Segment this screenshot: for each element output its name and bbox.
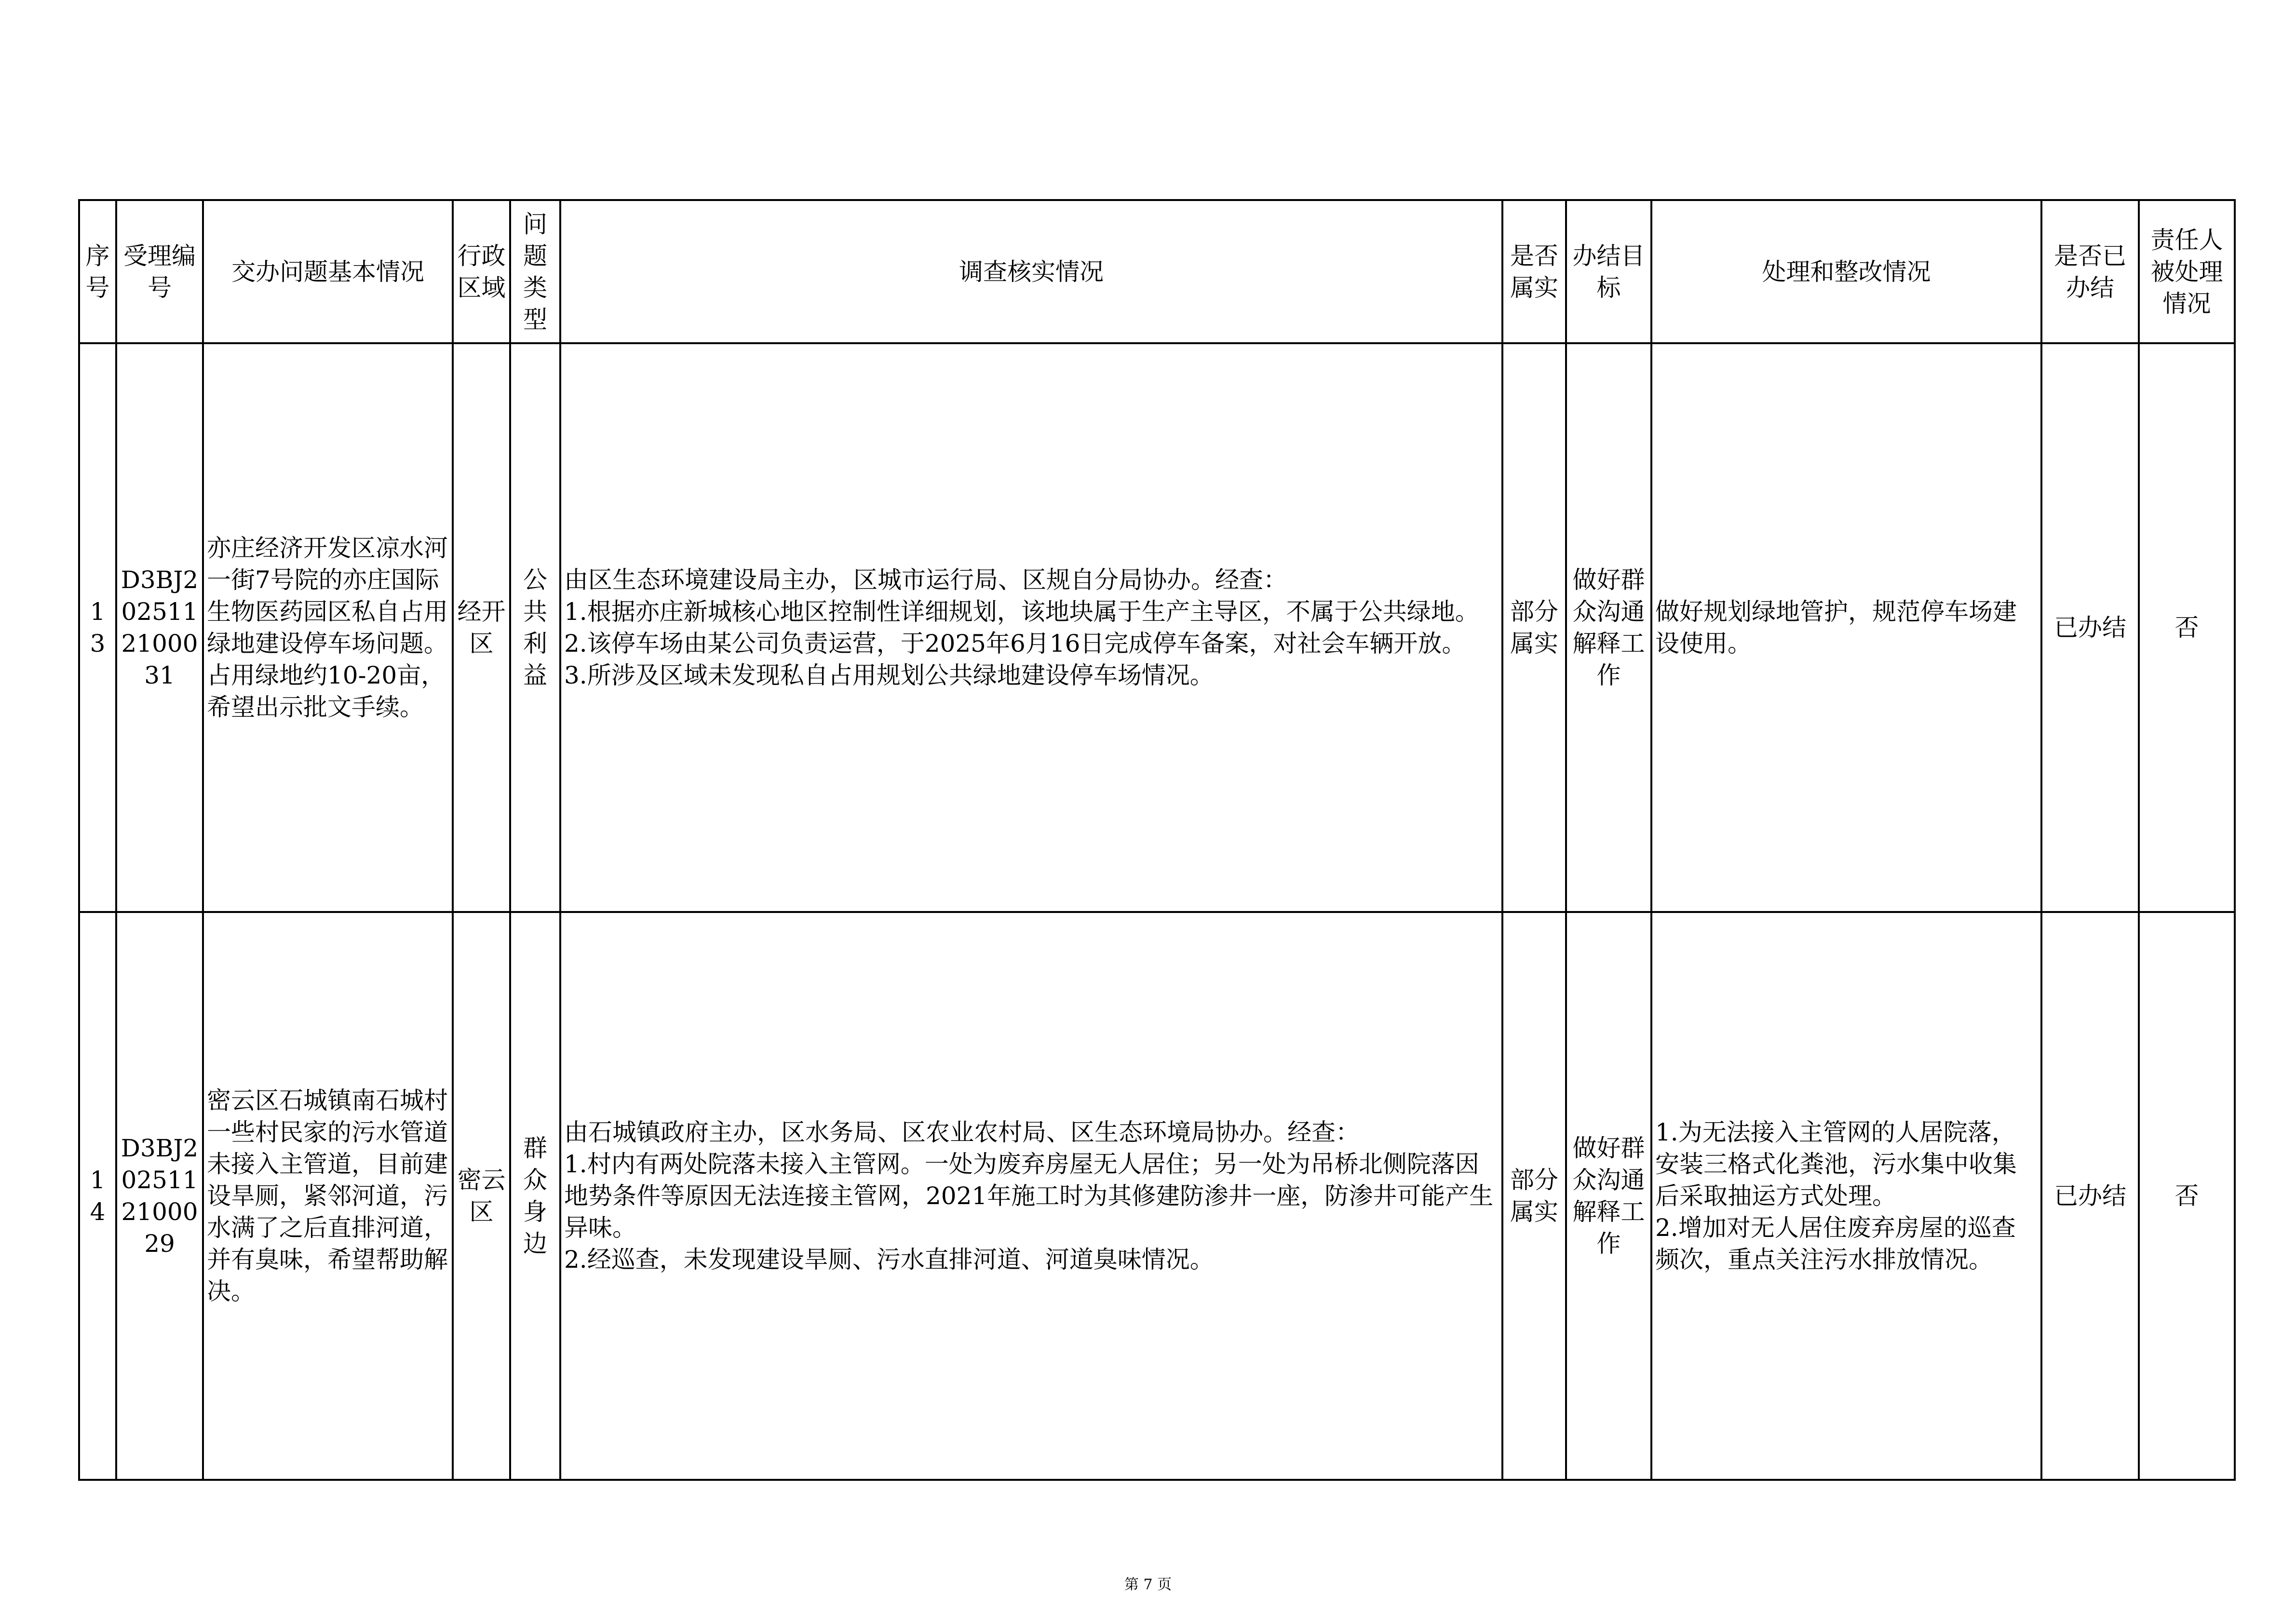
table-row — [79, 343, 2235, 912]
cell-goal: 做好群众沟通解释工作 — [1566, 912, 1651, 1480]
cell-type: 群众身边 — [510, 912, 560, 1480]
cell-punished: 否 — [2139, 343, 2235, 912]
header-goal: 办结目标 — [1566, 200, 1651, 343]
cell-district: 密云区 — [453, 912, 510, 1480]
header-index: 序号 — [79, 200, 116, 343]
cell-investigation: 由石城镇政府主办，区水务局、区农业农村局、区生态环境局协办。经查： 1.村内有两处院落未接入主管网。一处为废弃房屋无人居住；另一处为吊桥北侧院落因地势条件等原因无法连接主管网，2021年施工时为其修建防渗井一座，防渗井可能产生异味。 2.经巡查，未发现建设旱厕、污水直排河道、河道臭味情况。 — [560, 912, 1502, 1480]
cell-type: 公共利益 — [510, 343, 560, 912]
cell-case-no: D3BJ2025112100031 — [116, 343, 203, 912]
cell-handling: 做好规划绿地管护，规范停车场建设使用。 — [1651, 343, 2041, 912]
table-row — [79, 912, 2235, 1480]
cell-verified: 部分属实 — [1502, 912, 1566, 1480]
cell-district: 经开区 — [453, 343, 510, 912]
header-type: 问题类型 — [510, 200, 560, 343]
cell-verified: 部分属实 — [1502, 343, 1566, 912]
cell-closed: 已办结 — [2041, 343, 2139, 912]
cell-investigation: 由区生态环境建设局主办，区城市运行局、区规自分局协办。经查： 1.根据亦庄新城核心地区控制性详细规划，该地块属于生产主导区，不属于公共绿地。 2.该停车场由某公司负责运营，于2025年6月16日完成停车备案，对社会车辆开放。 3.所涉及区域未发现私自占用规划公共绿地建设停车场情况。 — [560, 343, 1502, 912]
cell-goal: 做好群众沟通解释工作 — [1566, 343, 1651, 912]
header-handling: 处理和整改情况 — [1651, 200, 2041, 343]
cell-index: 14 — [79, 912, 116, 1480]
cell-problem: 密云区石城镇南石城村一些村民家的污水管道未接入主管道，目前建设旱厕，紧邻河道，污水满了之后直排河道，并有臭味，希望帮助解决。 — [203, 912, 453, 1480]
cell-closed: 已办结 — [2041, 912, 2139, 1480]
header-punished: 责任人被处理情况 — [2139, 200, 2235, 343]
cell-handling: 1.为无法接入主管网的人居院落，安装三格式化粪池，污水集中收集后采取抽运方式处理。 2.增加对无人居住废弃房屋的巡查频次，重点关注污水排放情况。 — [1651, 912, 2041, 1480]
header-investigation: 调查核实情况 — [560, 200, 1502, 343]
header-verified: 是否属实 — [1502, 200, 1566, 343]
header-district: 行政区域 — [453, 200, 510, 343]
cell-case-no: D3BJ2025112100029 — [116, 912, 203, 1480]
header-case-no: 受理编号 — [116, 200, 203, 343]
header-problem: 交办问题基本情况 — [203, 200, 453, 343]
page-number: 第 7 页 — [1124, 1576, 1172, 1593]
header-row — [79, 200, 2235, 343]
cell-punished: 否 — [2139, 912, 2235, 1480]
cases-table — [78, 199, 2236, 1481]
cell-problem: 亦庄经济开发区凉水河一街7号院的亦庄国际生物医药园区私自占用绿地建设停车场问题。占用绿地约10-20亩，希望出示批文手续。 — [203, 343, 453, 912]
cell-index: 13 — [79, 343, 116, 912]
header-closed: 是否已办结 — [2041, 200, 2139, 343]
